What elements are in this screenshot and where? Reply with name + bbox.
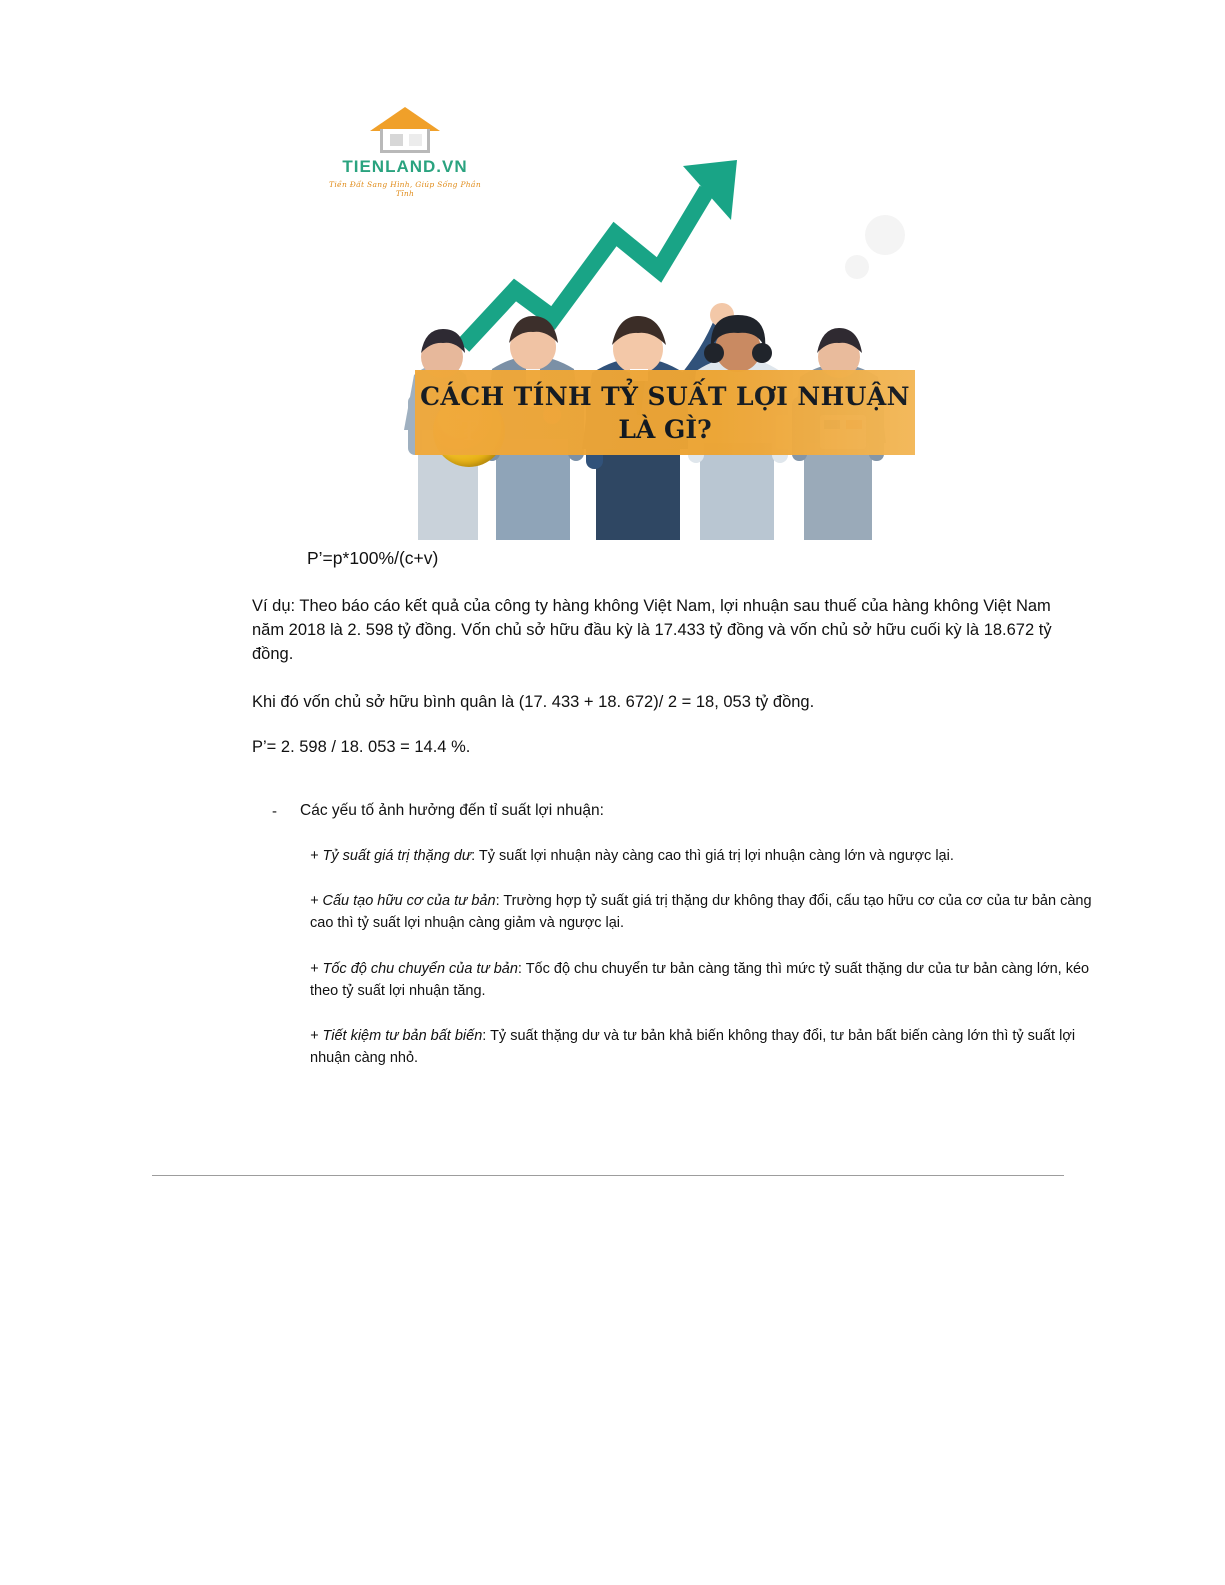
factor-body: : Trường hợp tỷ suất giá trị thặng dư không thay đổi, cấu tạo hữu cơ của cơ của tư bản càng cao thì tỷ suất lợi nhuận càng giảm và ngược lại.: [310, 893, 1092, 932]
logo-tagline: Tiền Đất Sang Hình, Giúp Sống Phần Tĩnh: [329, 180, 481, 198]
footer-divider: [152, 1175, 1064, 1176]
factor-label: + Tốc độ chu chuyển của tư bản: [310, 960, 518, 977]
decorative-circle: [865, 215, 905, 255]
formula-line: P’=p*100%/(c+v): [307, 548, 439, 568]
illustration-title-banner: [415, 370, 915, 455]
factor-label: + Cấu tạo hữu cơ của tư bản: [310, 893, 496, 910]
factor-item: [310, 891, 1100, 935]
factor-item: [310, 959, 1100, 1003]
paragraph-result: P’= 2. 598 / 18. 053 = 14.4 %.: [252, 737, 471, 756]
factors-list: [310, 846, 1100, 1070]
house-icon: [366, 105, 444, 155]
bullet-marker: -: [272, 802, 277, 820]
bullet-factors-heading: [272, 802, 1082, 820]
logo-wordmark: TIENLAND.VN: [342, 157, 468, 176]
paragraph-average-equity: Khi đó vốn chủ sở hữu bình quân là (17. 433 + 18. 672)/ 2 = 18, 053 tỷ đồng.: [252, 692, 815, 711]
factor-label: + Tiết kiệm tư bản bất biến: [310, 1028, 483, 1045]
paragraph-example: Ví dụ: Theo báo cáo kết quả của công ty hàng không Việt Nam, lợi nhuận sau thuế của hàng không Việt Nam năm 2018 là 2. 598 tỷ đồng. Vốn chủ sở hữu đầu kỳ là 17.433 tỷ đồng và vốn chủ sở hữu cuối kỳ là 18.672 tỷ đồng.: [252, 597, 1052, 663]
factor-item: [310, 1026, 1100, 1070]
hero-illustration: [305, 105, 925, 540]
factor-body: : Tốc độ chu chuyển tư bản càng tăng thì mức tỷ suất thặng dư của tư bản càng lớn, kéo theo tỷ suất lợi nhuận tăng.: [310, 960, 1090, 999]
factor-body: : Tỷ suất thặng dư và tư bản khả biến không thay đổi, tư bản bất biến càng lớn thì tỷ suất lợi nhuận càng nhỏ.: [310, 1028, 1076, 1067]
bullet-label: Các yếu tố ảnh hưởng đến tỉ suất lợi nhuận:: [300, 801, 604, 819]
factor-label: + Tỷ suất giá trị thặng dư: [310, 847, 472, 864]
banner-line-1: CÁCH TÍNH TỶ SUẤT LỢI NHUẬN: [420, 381, 910, 411]
factor-item: [310, 846, 1100, 868]
document-body: [152, 548, 1092, 1094]
factor-body: : Tỷ suất lợi nhuận này càng cao thì giá trị lợi nhuận càng lớn và ngược lại.: [471, 847, 954, 864]
banner-line-2: LÀ GÌ?: [618, 414, 712, 444]
